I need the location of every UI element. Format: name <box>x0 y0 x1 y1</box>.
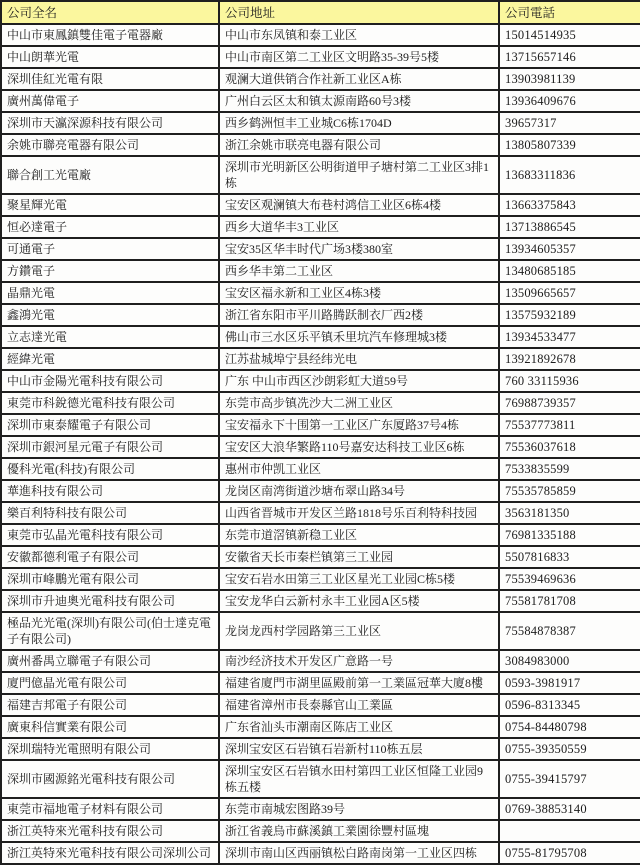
company-name-cell: 余姚市聯亮電器有限公司 <box>1 134 219 156</box>
table-row <box>1 348 640 370</box>
company-name-cell: 中山朗華光電 <box>1 46 219 68</box>
table-row <box>1 650 640 672</box>
table-row <box>1 798 640 820</box>
company-phone-cell: 7533835599 <box>499 458 640 480</box>
table-row <box>1 546 640 568</box>
company-name-cell: 廣州萬偉電子 <box>1 90 219 112</box>
company-address-cell: 江苏盐城埠宁县经纬光电 <box>219 348 499 370</box>
company-phone-cell: 0593-3981917 <box>499 672 640 694</box>
company-address-cell: 宝安35区华丰时代广场3楼380室 <box>219 238 499 260</box>
company-phone-cell: 13934605357 <box>499 238 640 260</box>
table-row <box>1 760 640 798</box>
company-name-cell: 深圳市銀河星元電子有限公司 <box>1 436 219 458</box>
company-phone-cell: 3084983000 <box>499 650 640 672</box>
company-phone-cell: 0755-39350559 <box>499 738 640 760</box>
table-row <box>1 458 640 480</box>
company-name-cell: 恒必達電子 <box>1 216 219 238</box>
company-name-cell: 浙江英特來光電科技有限公司 <box>1 820 219 842</box>
table-row <box>1 370 640 392</box>
company-address-cell: 惠州市仲凯工业区 <box>219 458 499 480</box>
company-address-cell: 广州白云区太和镇太源南路60号3楼 <box>219 90 499 112</box>
company-phone-cell: 13936409676 <box>499 90 640 112</box>
company-name-cell: 方鑽電子 <box>1 260 219 282</box>
company-phone-cell: 13934533477 <box>499 326 640 348</box>
company-name-cell: 浙江英特來光電科技有限公司深圳公司 <box>1 842 219 864</box>
company-phone-cell: 0755-81795708 <box>499 842 640 864</box>
company-name-cell: 東莞市弘晶光電科技有限公司 <box>1 524 219 546</box>
table-row <box>1 326 640 348</box>
company-name-cell: 深圳佳紅光電有限 <box>1 68 219 90</box>
table-row <box>1 304 640 326</box>
company-name-cell: 廈門億晶光電有限公司 <box>1 672 219 694</box>
company-phone-cell: 13663375843 <box>499 194 640 216</box>
company-address-cell: 西乡华丰第二工业区 <box>219 260 499 282</box>
company-name-cell: 深圳市天瀛深源科技有限公司 <box>1 112 219 134</box>
company-address-cell: 宝安区大浪华繁路110号嘉安达科技工业区6栋 <box>219 436 499 458</box>
company-address-cell: 安徽省天长市秦栏镇第三工业园 <box>219 546 499 568</box>
company-address-cell: 佛山市三水区乐平镇禾里坑汽车修理城3楼 <box>219 326 499 348</box>
company-name-cell: 深圳市國源銘光電科技有限公司 <box>1 760 219 798</box>
company-name-cell: 福建吉邦電子有限公司 <box>1 694 219 716</box>
company-phone-cell: 75537773811 <box>499 414 640 436</box>
company-address-cell: 深圳市光明新区公明街道甲子塘村第二工业区3排1栋 <box>219 156 499 194</box>
company-phone-cell <box>499 820 640 842</box>
company-name-cell: 立志達光電 <box>1 326 219 348</box>
company-phone-cell: 5507816833 <box>499 546 640 568</box>
company-name-cell: 晶鼎光電 <box>1 282 219 304</box>
company-name-cell: 可通電子 <box>1 238 219 260</box>
table-row <box>1 90 640 112</box>
table-row <box>1 260 640 282</box>
company-address-cell: 中山市东凤镇和泰工业区 <box>219 24 499 46</box>
company-phone-cell: 75535785859 <box>499 480 640 502</box>
table-row <box>1 590 640 612</box>
company-name-cell: 深圳市升迪奧光電科技有限公司 <box>1 590 219 612</box>
company-name-cell: 聯合創工光電廠 <box>1 156 219 194</box>
company-address-cell: 宝安区福永新和工业区4栋3楼 <box>219 282 499 304</box>
company-name-cell: 深圳市峰鵬光電有限公司 <box>1 568 219 590</box>
company-name-cell: 華進科技有限公司 <box>1 480 219 502</box>
table-row <box>1 480 640 502</box>
company-name-cell: 樂百利特科技有限公司 <box>1 502 219 524</box>
table-row <box>1 842 640 864</box>
company-address-cell: 广东 中山市西区沙朗彩虹大道59号 <box>219 370 499 392</box>
company-phone-cell: 76981335188 <box>499 524 640 546</box>
company-name-cell: 鑫鴻光電 <box>1 304 219 326</box>
company-phone-cell: 76988739357 <box>499 392 640 414</box>
table-row <box>1 156 640 194</box>
company-phone-cell: 13903981139 <box>499 68 640 90</box>
table-row <box>1 716 640 738</box>
header-company-phone: 公司電話 <box>499 1 640 24</box>
header-company-address: 公司地址 <box>219 1 499 24</box>
table-row <box>1 392 640 414</box>
company-phone-cell: 13509665657 <box>499 282 640 304</box>
header-row <box>1 1 640 24</box>
company-address-cell: 广东省汕头市潮南区陈店工业区 <box>219 716 499 738</box>
company-address-cell: 浙江省东阳市平川路腾跃制衣厂西2楼 <box>219 304 499 326</box>
table-row <box>1 238 640 260</box>
company-phone-cell: 75536037618 <box>499 436 640 458</box>
company-address-cell: 深圳宝安区石岩镇石岩新村110栋五层 <box>219 738 499 760</box>
table-row <box>1 820 640 842</box>
company-name-cell: 東莞市福地電子材料有限公司 <box>1 798 219 820</box>
table-row <box>1 524 640 546</box>
company-phone-cell: 75539469636 <box>499 568 640 590</box>
company-address-cell: 龙岗龙西村学园路第三工业区 <box>219 612 499 650</box>
company-name-cell: 經緯光電 <box>1 348 219 370</box>
table-row <box>1 216 640 238</box>
company-name-cell: 安徽都德利電子有限公司 <box>1 546 219 568</box>
company-phone-cell: 13575932189 <box>499 304 640 326</box>
company-name-cell: 中山市金陽光電科技有限公司 <box>1 370 219 392</box>
company-name-cell: 極品光光電(深圳)有限公司(伯士達克電子有限公司) <box>1 612 219 650</box>
company-address-cell: 深圳市南山区西丽镇松白路南岗第一工业区四栋 <box>219 842 499 864</box>
table-row <box>1 68 640 90</box>
company-phone-cell: 13805807339 <box>499 134 640 156</box>
company-name-cell: 廣東科信實業有限公司 <box>1 716 219 738</box>
company-phone-cell: 0769-38853140 <box>499 798 640 820</box>
company-address-cell: 浙江余姚市联亮电器有限公司 <box>219 134 499 156</box>
table-row <box>1 612 640 650</box>
company-address-cell: 宝安区观澜镇大布巷村鸿信工业区6栋4楼 <box>219 194 499 216</box>
company-phone-cell: 13713886545 <box>499 216 640 238</box>
company-phone-cell: 13683311836 <box>499 156 640 194</box>
company-phone-cell: 0596-8313345 <box>499 694 640 716</box>
table-row <box>1 502 640 524</box>
company-phone-cell: 0755-39415797 <box>499 760 640 798</box>
company-address-cell: 宝安福永下十围第一工业区广东厦路37号4栋 <box>219 414 499 436</box>
table-row <box>1 194 640 216</box>
company-name-cell: 深圳瑞特光電照明有限公司 <box>1 738 219 760</box>
company-address-cell: 宝安石岩水田第三工业区星光工业园C栋5楼 <box>219 568 499 590</box>
company-phone-cell: 3563181350 <box>499 502 640 524</box>
company-address-cell: 深圳宝安区石岩镇水田村第四工业区恒隆工业园9栋五楼 <box>219 760 499 798</box>
company-phone-cell: 39657317 <box>499 112 640 134</box>
company-phone-cell: 75584878387 <box>499 612 640 650</box>
table-row <box>1 282 640 304</box>
company-phone-cell: 13921892678 <box>499 348 640 370</box>
company-address-cell: 东莞市高步镇冼沙大二洲工业区 <box>219 392 499 414</box>
company-phone-cell: 75581781708 <box>499 590 640 612</box>
company-address-cell: 东莞市道滘镇新稳工业区 <box>219 524 499 546</box>
table-row <box>1 436 640 458</box>
company-address-cell: 中山市南区第二工业区文明路35-39号5楼 <box>219 46 499 68</box>
company-address-cell: 宝安龙华白云新村永丰工业园A区5楼 <box>219 590 499 612</box>
header-company-name: 公司全名 <box>1 1 219 24</box>
table-row <box>1 568 640 590</box>
table-row <box>1 672 640 694</box>
company-address-cell: 龙岗区南湾街道沙塘布翠山路34号 <box>219 480 499 502</box>
company-address-cell: 东莞市南城宏图路39号 <box>219 798 499 820</box>
company-address-cell: 西乡鹤洲恒丰工业城C6栋1704D <box>219 112 499 134</box>
table-row <box>1 46 640 68</box>
company-name-cell: 廣州番禺立聯電子有限公司 <box>1 650 219 672</box>
company-name-cell: 優科光電(科技)有限公司 <box>1 458 219 480</box>
company-phone-cell: 760 33115936 <box>499 370 640 392</box>
company-address-cell: 山西省晋城市开发区兰路1818号乐百利特科技园 <box>219 502 499 524</box>
company-address-cell: 观澜大道供销合作社新工业区A栋 <box>219 68 499 90</box>
table-row <box>1 134 640 156</box>
company-phone-cell: 0754-84480798 <box>499 716 640 738</box>
table-row <box>1 414 640 436</box>
company-address-cell: 南沙经济技术开发区广意路一号 <box>219 650 499 672</box>
table-row <box>1 694 640 716</box>
table-row <box>1 24 640 46</box>
company-name-cell: 聚星輝光電 <box>1 194 219 216</box>
company-phone-cell: 15014514935 <box>499 24 640 46</box>
table-row <box>1 112 640 134</box>
company-name-cell: 深圳市東泰耀電子有限公司 <box>1 414 219 436</box>
company-name-cell: 中山市東鳳鎮雙佳電子電器廠 <box>1 24 219 46</box>
company-address-cell: 福建省漳州市長泰縣官山工業區 <box>219 694 499 716</box>
company-address-cell: 福建省廈門市湖里區殿前第一工業區冠華大廈8樓 <box>219 672 499 694</box>
company-phone-cell: 13715657146 <box>499 46 640 68</box>
table-row <box>1 738 640 760</box>
company-address-cell: 浙江省義烏市蘇溪鎮工業園徐豐村區塊 <box>219 820 499 842</box>
company-name-cell: 東莞市科銳德光電科技有限公司 <box>1 392 219 414</box>
company-address-cell: 西乡大道华丰3工业区 <box>219 216 499 238</box>
company-phone-cell: 13480685185 <box>499 260 640 282</box>
